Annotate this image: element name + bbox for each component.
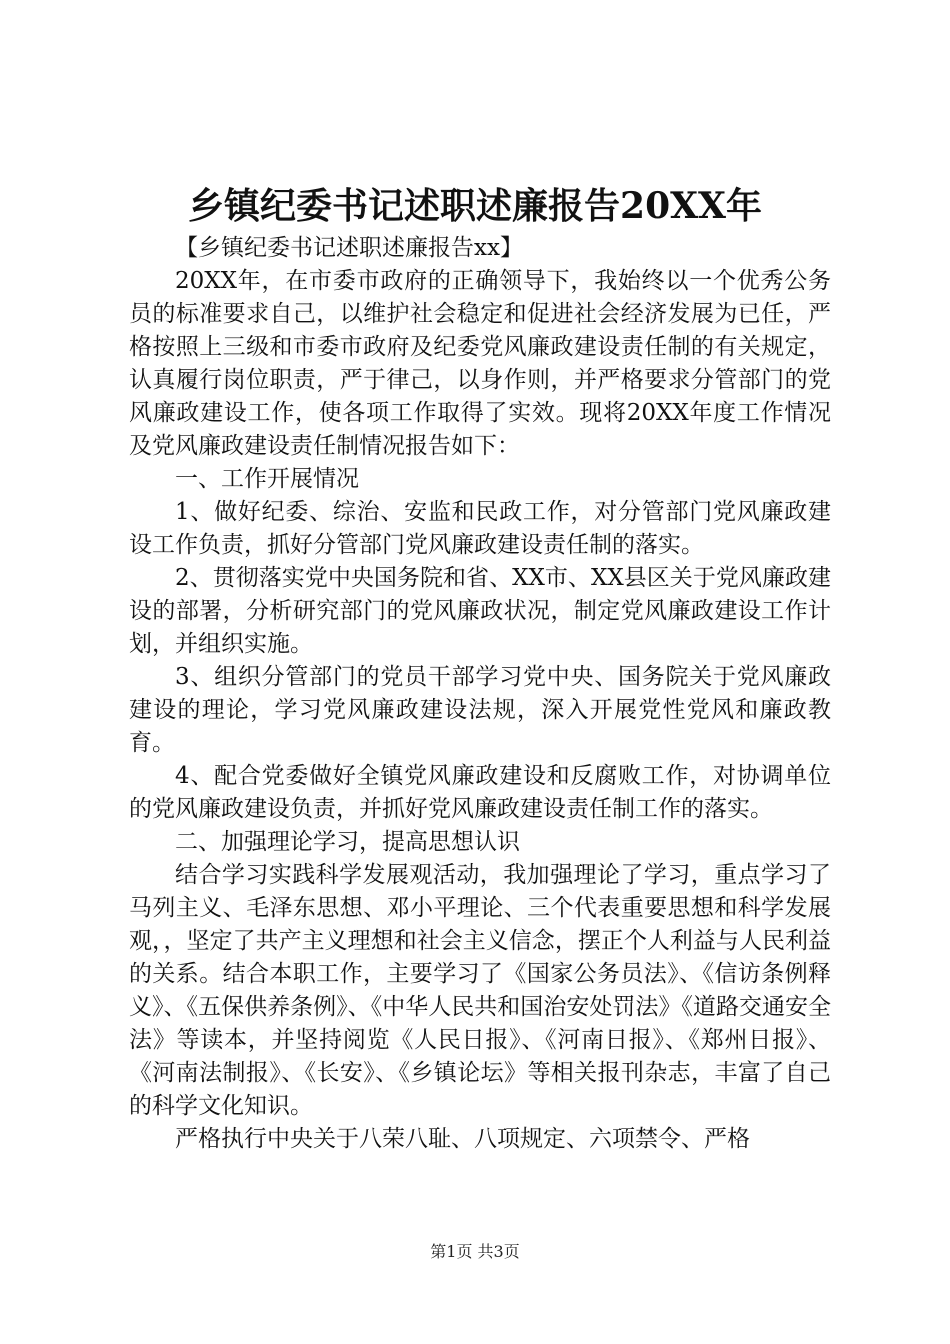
subtitle-paragraph: 【乡镇纪委书记述职述廉报告xx】 <box>175 235 523 261</box>
study-paragraph: 结合学习实践科学发展观活动，我加强理论了学习，重点学习了马列主义、毛泽东思想、邓小平理论、三个代表重要思想和科学发展观，，坚定了共产主义理想和社会主义信念，摆正个人利益与人民利益的关系。结合本职工作，主要学习了《国家公务员法》、《信访条例释义》、《五保供养条例》、《中华人民共和国治安处罚法》《道路交通安全法》等读本，并坚持阅览《人民日报》、《河南日报》、《郑州日报》、《河南法制报》、《长安》、《乡镇论坛》等相关报刊杂志，丰富了自己的科学文化知识。 <box>129 862 831 1119</box>
page-number-footer: 第1页 共3页 <box>430 1242 520 1261</box>
list-item-2: 2、贯彻落实党中央国务院和省、XX市、XX县区关于党风廉政建设的部署，分析研究部门的党风廉政状况，制定党风廉政建设工作计划，并组织实施。 <box>129 565 831 657</box>
list-item-3: 3、组织分管部门的党员干部学习党中央、国务院关于党风廉政建设的理论，学习党风廉政建设法规，深入开展党性党风和廉政教育。 <box>129 664 831 756</box>
list-item-4: 4、配合党委做好全镇党风廉政建设和反腐败工作，对协调单位的党风廉政建设负责，并抓好党风廉政建设责任制工作的落实。 <box>129 763 831 822</box>
section-heading-1: 一、工作开展情况 <box>175 466 359 492</box>
list-item-1: 1、做好纪委、综治、安监和民政工作，对分管部门党风廉政建设工作负责，抓好分管部门党风廉政建设责任制的落实。 <box>129 499 831 558</box>
discipline-paragraph: 严格执行中央关于八荣八耻、八项规定、六项禁令、严格 <box>175 1126 750 1152</box>
document-title: 乡镇纪委书记述职述廉报告20XX年 <box>188 185 762 227</box>
section-heading-2: 二、加强理论学习，提高思想认识 <box>175 829 520 855</box>
intro-paragraph: 20XX年，在市委市政府的正确领导下，我始终以一个优秀公务员的标准要求自己，以维护社会稳定和促进社会经济发展为已任，严格按照上三级和市委市政府及纪委党风廉政建设责任制的有关规定，认真履行岗位职责，严于律己，以身作则，并严格要求分管部门的党风廉政建设工作，使各项工作取得了实效。现将20XX年度工作情况及党风廉政建设责任制情况报告如下： <box>129 268 831 459</box>
document-body <box>129 232 831 1156</box>
